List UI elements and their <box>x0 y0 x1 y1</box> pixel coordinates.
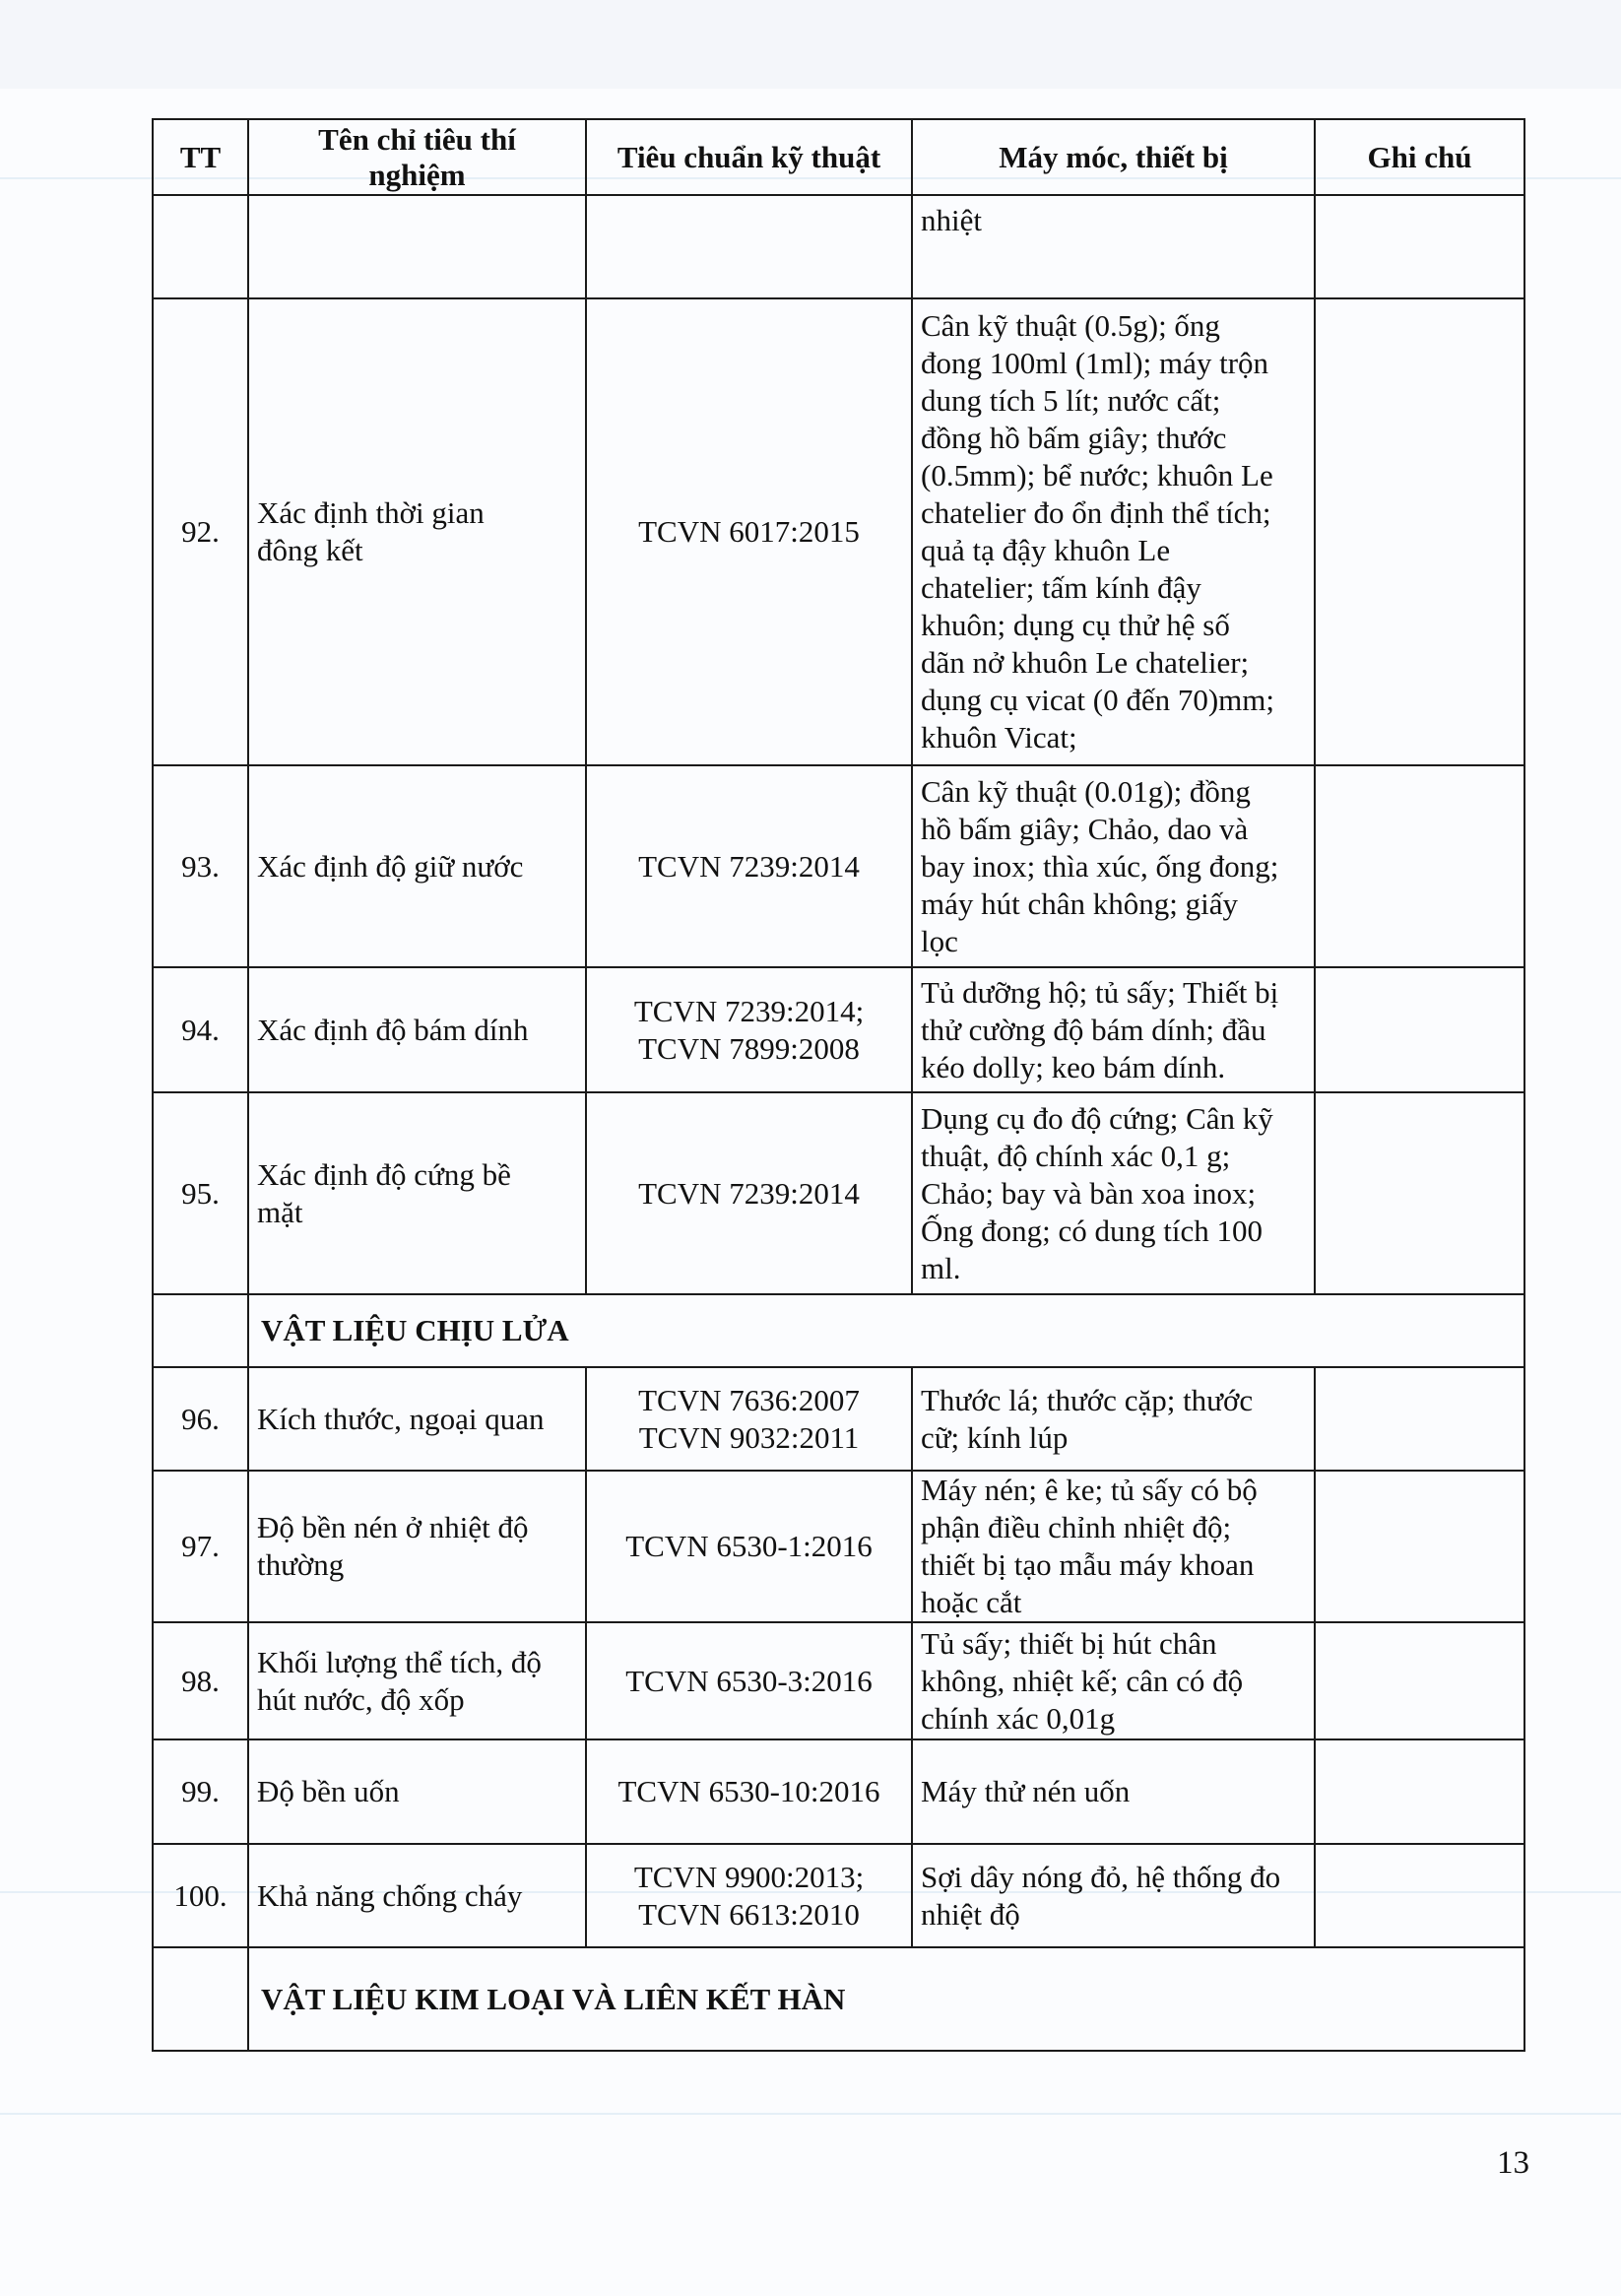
cell-line: Xác định độ giữ nước <box>257 848 524 884</box>
cell-line: nhiệt độ <box>921 1896 1020 1932</box>
cell-name <box>248 765 586 967</box>
cell-line: khuôn; dụng cụ thử hệ số <box>921 608 1230 642</box>
cell-line: Tủ sấy; thiết bị hút chân <box>921 1625 1217 1661</box>
cell-line: chatelier; tấm kính đậy <box>921 570 1201 605</box>
cell-line: Tủ dưỡng hộ; tủ sấy; Thiết bị <box>921 974 1279 1010</box>
cell-name <box>248 1092 586 1294</box>
header-test-name-line: nghiệm <box>368 157 466 192</box>
header-note: Ghi chú <box>1315 119 1524 195</box>
cell-equipment <box>912 298 1315 765</box>
cell-line: TCVN 7239:2014 <box>638 848 860 884</box>
cell-line: TCVN 6017:2015 <box>638 514 860 549</box>
cell-line: Độ bền uốn <box>257 1774 400 1808</box>
cell-name <box>248 1844 586 1947</box>
cell-line: Máy nén; ê ke; tủ sấy có bộ <box>921 1473 1258 1507</box>
cell-line: dãn nở khuôn Le chatelier; <box>921 645 1250 680</box>
cell-equipment <box>912 1844 1315 1947</box>
cell-line: Cân kỹ thuật (0.5g); ống <box>921 308 1220 343</box>
cell-tt: 96. <box>153 1367 248 1471</box>
cell-standard <box>586 1367 912 1471</box>
cell-line: TCVN 9032:2011 <box>638 1419 860 1455</box>
continuation-row <box>153 195 1524 298</box>
cell-tt: 93. <box>153 765 248 967</box>
cell-equipment <box>912 1739 1315 1844</box>
cell-equipment <box>912 967 1315 1092</box>
cell-line: TCVN 6613:2010 <box>638 1896 860 1932</box>
cell-line: Độ bền nén ở nhiệt độ <box>257 1510 529 1544</box>
cell-standard <box>586 1471 912 1622</box>
cell-line: TCVN 6530-10:2016 <box>617 1774 880 1808</box>
table-row <box>153 967 1524 1092</box>
cell-tt: 100. <box>153 1844 248 1947</box>
cell-line: hút nước, độ xốp <box>257 1681 465 1717</box>
cell-note <box>1315 1844 1524 1947</box>
header-standard: Tiêu chuẩn kỹ thuật <box>586 119 912 195</box>
cell-line: Ống đong; có dung tích 100 <box>921 1213 1263 1248</box>
cell-tt <box>153 1947 248 2051</box>
cell-equipment <box>912 1471 1315 1622</box>
cell-line: Xác định độ bám dính <box>257 1012 529 1047</box>
cell-line: TCVN 7239:2014; <box>633 993 865 1028</box>
cell-tt: 97. <box>153 1471 248 1622</box>
cell-note <box>1315 298 1524 765</box>
cell-equipment <box>912 1367 1315 1471</box>
test-criteria-table <box>152 118 1525 2052</box>
cell-tt: 95. <box>153 1092 248 1294</box>
cell-line: phận điều chỉnh nhiệt độ; <box>921 1510 1232 1544</box>
cell-line: chính xác 0,01g <box>921 1700 1116 1736</box>
cell-line: (0.5mm); bể nước; khuôn Le <box>921 458 1273 492</box>
cell-tt: 94. <box>153 967 248 1092</box>
cell-name <box>248 1367 586 1471</box>
section-refractory-materials: VẬT LIỆU CHỊU LỬA <box>248 1294 1524 1367</box>
cell-line: TCVN 9900:2013; <box>633 1859 865 1894</box>
cell-line: đồng hồ bấm giây; thước <box>921 421 1227 455</box>
cell-equipment: nhiệt <box>912 195 1315 298</box>
table-row <box>153 298 1524 765</box>
cell-tt: 99. <box>153 1739 248 1844</box>
table-row <box>153 1367 1524 1471</box>
page-number: 13 <box>1497 2145 1529 2181</box>
header-test-name-line: Tên chỉ tiêu thí <box>318 121 516 157</box>
cell-line: lọc <box>921 923 958 958</box>
cell-line: mặt <box>257 1194 303 1229</box>
cell-line: thử cường độ bám dính; đầu <box>921 1012 1266 1047</box>
table-row <box>153 1739 1524 1844</box>
cell-line: thuật, độ chính xác 0,1 g; <box>921 1138 1231 1173</box>
section-metal-welding-materials: VẬT LIỆU KIM LOẠI VÀ LIÊN KẾT HÀN <box>248 1947 1524 2051</box>
cell-line: Sợi dây nóng đỏ, hệ thống đo <box>921 1859 1281 1894</box>
cell-tt: 92. <box>153 298 248 765</box>
cell-name <box>248 1622 586 1739</box>
cell-line: quả tạ đậy khuôn Le <box>921 533 1171 567</box>
cell-line: Kích thước, ngoại quan <box>257 1401 545 1436</box>
cell-name <box>248 1739 586 1844</box>
cell-line: bay inox; thìa xúc, ống đong; <box>921 848 1279 884</box>
cell-standard <box>586 1739 912 1844</box>
cell-line: Thước lá; thước cặp; thước <box>921 1382 1254 1417</box>
cell-line: Cân kỹ thuật (0.01g); đồng <box>921 773 1251 809</box>
cell-line: dung tích 5 lít; nước cất; <box>921 383 1221 418</box>
cell-line: đong 100ml (1ml); máy trộn <box>921 346 1269 380</box>
cell-standard <box>586 765 912 967</box>
cell-name <box>248 1471 586 1622</box>
table-row <box>153 1622 1524 1739</box>
cell-line: hồ bấm giây; Chảo, dao và <box>921 811 1249 846</box>
table-header-row <box>153 119 1524 195</box>
section-row <box>153 1947 1524 2051</box>
cell-standard <box>586 1622 912 1739</box>
cell-line: chatelier đo ổn định thể tích; <box>921 495 1271 530</box>
cell-tt <box>153 195 248 298</box>
cell-line: khuôn Vicat; <box>921 720 1077 754</box>
cell-line: hoặc cắt <box>921 1585 1022 1619</box>
cell-line: ml. <box>921 1250 961 1285</box>
cell-standard <box>586 1844 912 1947</box>
section-row <box>153 1294 1524 1367</box>
cell-line: máy hút chân không; giấy <box>921 886 1238 921</box>
cell-line: thiết bị tạo mẫu máy khoan <box>921 1547 1255 1582</box>
cell-line: Khả năng chống cháy <box>257 1877 523 1913</box>
cell-standard <box>586 1092 912 1294</box>
cell-name <box>248 298 586 765</box>
cell-note <box>1315 1367 1524 1471</box>
cell-line: không, nhiệt kế; cân có độ <box>921 1663 1244 1698</box>
cell-line: Máy thử nén uốn <box>921 1774 1131 1808</box>
cell-name <box>248 967 586 1092</box>
cell-tt <box>153 1294 248 1367</box>
cell-line: kéo dolly; keo bám dính. <box>921 1049 1226 1084</box>
cell-equipment <box>912 1092 1315 1294</box>
cell-line: Dụng cụ đo độ cứng; Cân kỹ <box>921 1100 1273 1136</box>
cell-line: Xác định độ cứng bề <box>257 1156 511 1192</box>
cell-note <box>1315 1092 1524 1294</box>
cell-line: thường <box>257 1547 345 1582</box>
cell-equipment <box>912 765 1315 967</box>
cell-line: cữ; kính lúp <box>921 1419 1069 1455</box>
cell-line: TCVN 6530-1:2016 <box>625 1529 873 1563</box>
cell-line: đông kết <box>257 533 363 567</box>
cell-equipment <box>912 1622 1315 1739</box>
cell-line: Chảo; bay và bàn xoa inox; <box>921 1175 1257 1211</box>
cell-note <box>1315 967 1524 1092</box>
cell-note <box>1315 765 1524 967</box>
table-row <box>153 1092 1524 1294</box>
cell-line: TCVN 7899:2008 <box>638 1030 860 1066</box>
cell-standard <box>586 298 912 765</box>
cell-line: Xác định thời gian <box>257 495 485 530</box>
cell-tt: 98. <box>153 1622 248 1739</box>
page-top-band <box>0 0 1621 89</box>
cell-note <box>1315 1471 1524 1622</box>
header-test-name <box>248 119 586 195</box>
cell-standard <box>586 967 912 1092</box>
cell-line: TCVN 7239:2014 <box>638 1175 860 1211</box>
cell-name <box>248 195 586 298</box>
header-tt: TT <box>153 119 248 195</box>
table-row <box>153 765 1524 967</box>
table-row <box>153 1471 1524 1622</box>
cell-note <box>1315 1622 1524 1739</box>
cell-note <box>1315 1739 1524 1844</box>
cell-line: Khối lượng thể tích, độ <box>257 1644 542 1679</box>
scan-artifact-line <box>0 2113 1621 2115</box>
cell-line: dụng cụ vicat (0 đến 70)mm; <box>921 683 1274 717</box>
cell-line: TCVN 7636:2007 <box>638 1382 860 1417</box>
cell-line: TCVN 6530-3:2016 <box>625 1663 873 1698</box>
cell-note <box>1315 195 1524 298</box>
header-equipment: Máy móc, thiết bị <box>912 119 1315 195</box>
table-row <box>153 1844 1524 1947</box>
cell-standard <box>586 195 912 298</box>
